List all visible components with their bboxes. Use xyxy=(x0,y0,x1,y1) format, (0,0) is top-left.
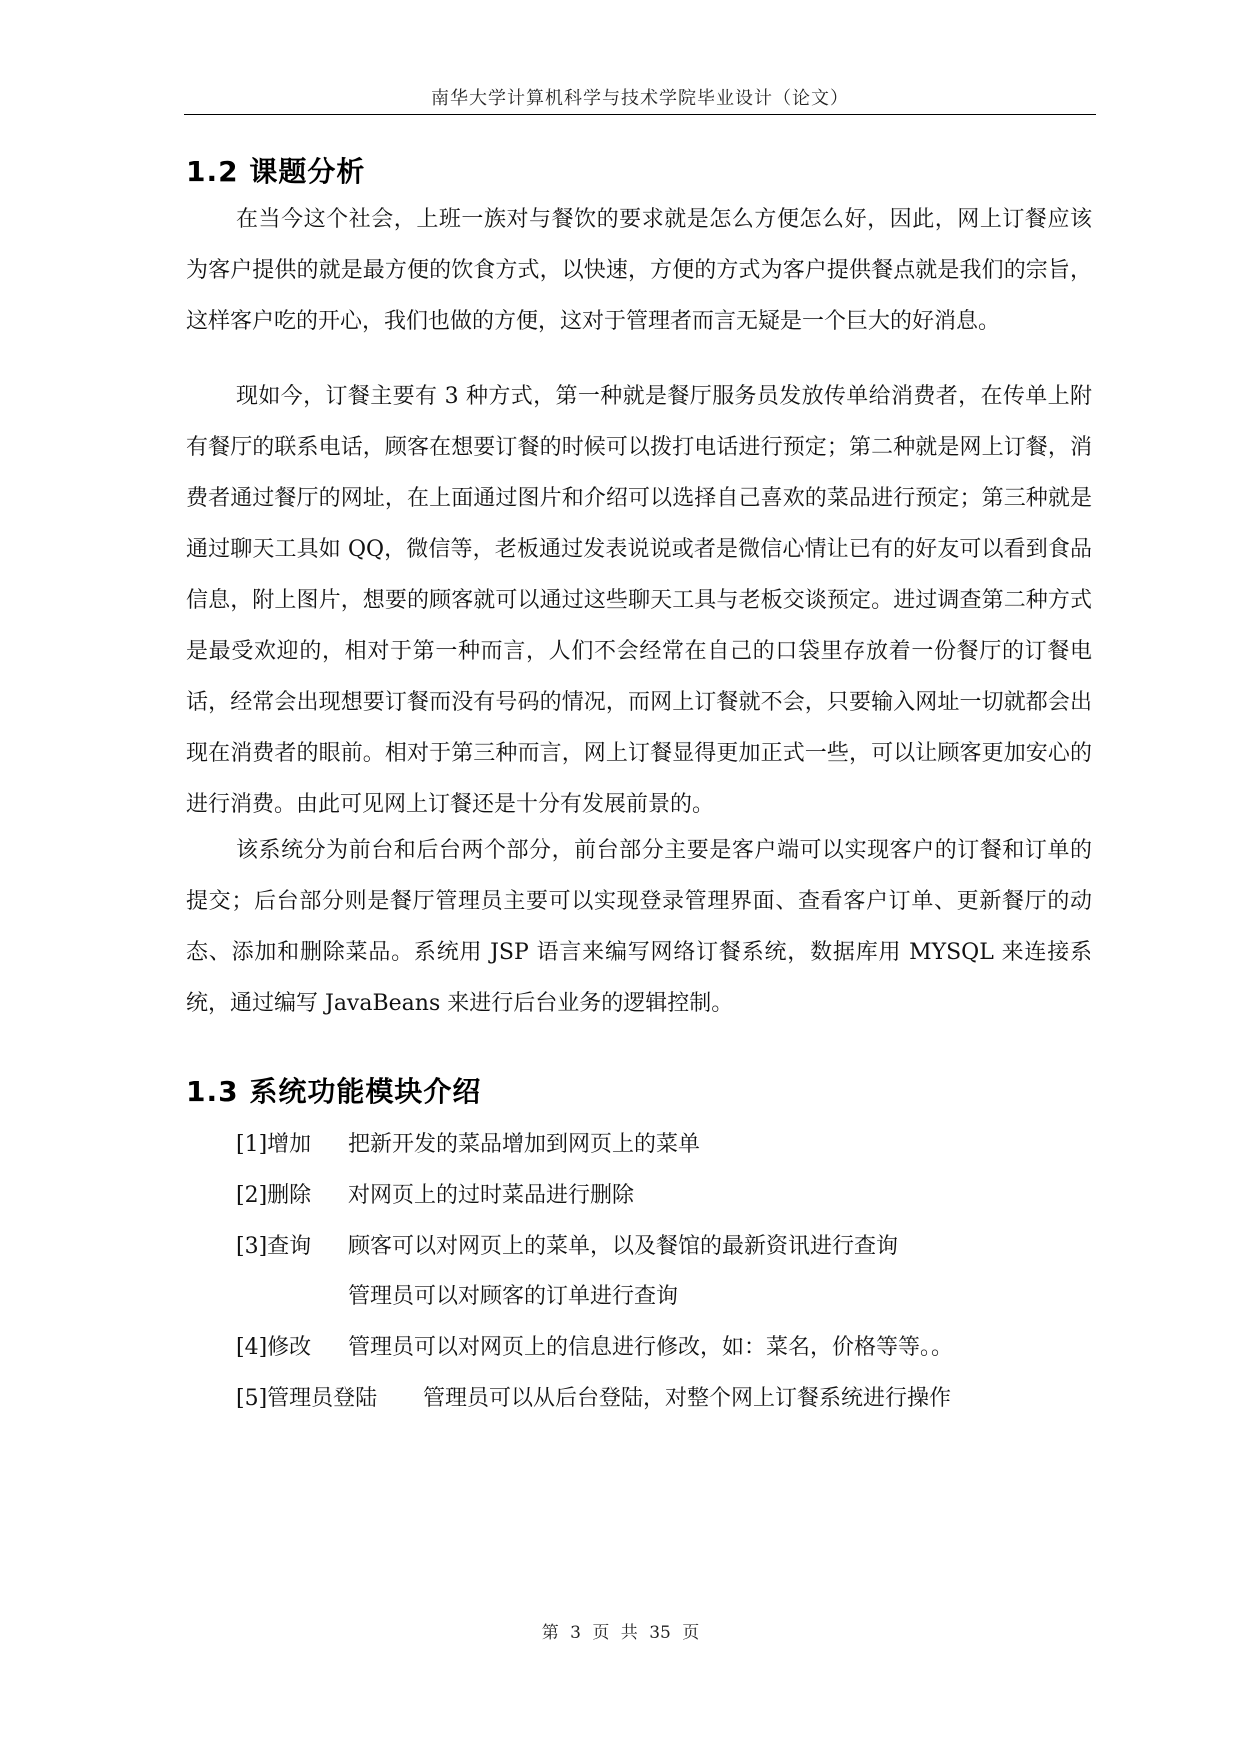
list-item xyxy=(236,1127,311,1158)
list-item xyxy=(236,1381,377,1412)
list-item-label: 查询 xyxy=(267,1234,312,1259)
list-item-description: 对网页上的过时菜品进行删除 xyxy=(348,1183,635,1208)
list-item-number: [3] xyxy=(236,1234,268,1259)
page-footer: 第 3 页 共 35 页 xyxy=(541,1623,700,1643)
paragraph-2: 现如今，订餐主要有 3 种方式，第一种就是餐厅服务员发放传单给消费者，在传单上附有餐厅的联系电话，顾客在想要订餐的时候可以拨打电话进行预定；第二种就是网上订餐，消费者通过餐厅的网址，在上面通过图片和介绍可以选择自己喜欢的菜品进行预定；第三种就是通过聊天工具如 QQ，微信等，老板通过发表说说或者是微信心情让已有的好友可以看到食品信息，附上图片，想要的顾客就可以通过这些聊天工具与老板交谈预定。进过调查第二种方式是最受欢迎的，相对于第一种而言，人们不会经常在自己的口袋里存放着一份餐厅的订餐电话，经常会出现想要订餐而没有号码的情况，而网上订餐就不会，只要输入网址一切就都会出现在消费者的眼前。相对于第三种而言，网上订餐显得更加正式一些，可以让顾客更加安心的进行消费。由此可见网上订餐还是十分有发展前景的。 xyxy=(186,384,1092,817)
list-item-label: 删除 xyxy=(267,1183,312,1208)
list-item xyxy=(236,1229,311,1260)
list-item-description: 管理员可以从后台登陆，对整个网上订餐系统进行操作 xyxy=(423,1386,952,1411)
list-item-description: 管理员可以对网页上的信息进行修改，如：菜名，价格等等。。 xyxy=(348,1335,954,1360)
list-item-description: 把新开发的菜品增加到网页上的菜单 xyxy=(348,1132,701,1157)
page-header xyxy=(184,84,1096,115)
list-item xyxy=(236,1178,311,1209)
paragraph-3: 该系统分为前台和后台两个部分，前台部分主要是客户端可以实现客户的订餐和订单的提交；后台部分则是餐厅管理员主要可以实现登录管理界面、查看客户订单、更新餐厅的动态、添加和删除菜品。系统用 JSP 语言来编写网络订餐系统，数据库用 MYSQL 来连接系统，通过编写 JavaBeans 来进行后台业务的逻辑控制。 xyxy=(186,838,1092,1016)
list-item-number: [2] xyxy=(236,1183,268,1208)
section-heading-1-3: 1.3 系统功能模块介绍 xyxy=(186,1075,482,1108)
paragraph-1: 在当今这个社会，上班一族对与餐饮的要求就是怎么方便怎么好，因此，网上订餐应该为客户提供的就是最方便的饮食方式，以快速，方便的方式为客户提供餐点就是我们的宗旨，这样客户吃的开心，我们也做的方便，这对于管理者而言无疑是一个巨大的好消息。 xyxy=(186,207,1092,334)
list-item-description-continued: 管理员可以对顾客的订单进行查询 xyxy=(348,1284,679,1309)
section-heading-1-2: 1.2 课题分析 xyxy=(186,155,366,188)
header-title: 南华大学计算机科学与技术学院毕业设计（论文） xyxy=(431,88,849,109)
list-item-number: [4] xyxy=(236,1335,268,1360)
list-item xyxy=(236,1330,311,1361)
list-item-label: 增加 xyxy=(267,1132,312,1157)
list-item-number: [1] xyxy=(236,1132,268,1157)
list-item-label: 修改 xyxy=(267,1335,312,1360)
list-item-number: [5] xyxy=(236,1386,268,1411)
list-item-description: 顾客可以对网页上的菜单，以及餐馆的最新资讯进行查询 xyxy=(348,1234,899,1259)
list-item-label: 管理员登陆 xyxy=(267,1386,378,1411)
